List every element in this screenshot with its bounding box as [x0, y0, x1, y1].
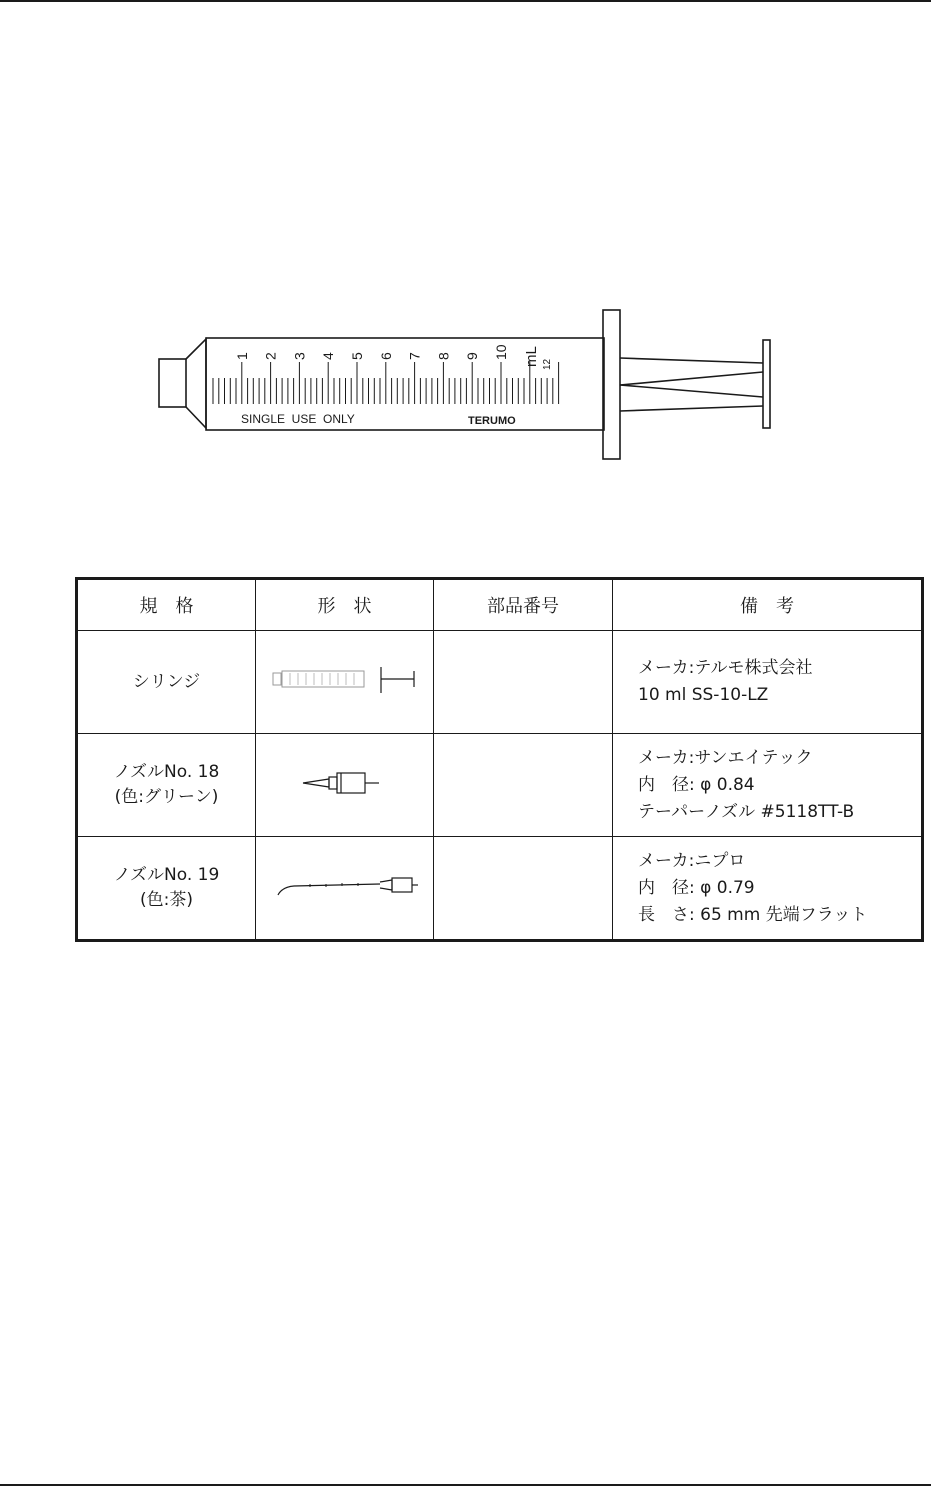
spec-cell	[77, 734, 256, 837]
graduation-number: 7	[406, 352, 423, 360]
graduation-number: 3	[291, 352, 308, 360]
graduation-number: 5	[349, 352, 365, 360]
remarks-line: メーカ:サンエイテック	[638, 747, 813, 768]
syringe-extra-number: 12	[542, 358, 553, 370]
table-header-row	[77, 579, 923, 631]
remarks-cell	[613, 734, 923, 837]
top-rule	[0, 0, 931, 2]
syringe-flange	[603, 310, 620, 459]
graduation-numbers	[234, 344, 509, 360]
remarks-line: 10 ml SS-10-LZ	[638, 685, 769, 705]
graduation-ticks	[213, 362, 559, 404]
part-number-cell	[434, 631, 613, 734]
graduation-number: 10	[493, 344, 509, 360]
part-number-cell	[434, 734, 613, 837]
header-part-number: 部品番号	[434, 579, 613, 631]
spec-line: (色:茶)	[140, 890, 193, 910]
shape-cell	[256, 837, 434, 941]
spec-line: シリンジ	[132, 671, 201, 692]
remarks-line: テーパーノズル #5118TT-B	[638, 801, 855, 822]
syringe-unit-label: mL	[523, 346, 540, 367]
graduation-number: 2	[262, 352, 279, 360]
spec-line: ノズルNo. 18	[113, 762, 220, 782]
graduation-number: 8	[435, 352, 452, 360]
remarks-cell	[613, 631, 923, 734]
remarks-line: 内 径: φ 0.79	[638, 877, 755, 898]
syringe-tip	[159, 359, 186, 407]
remarks-line: 内 径: φ 0.84	[638, 774, 755, 795]
remarks-line: 長 さ: 65 mm 先端フラット	[638, 904, 868, 925]
flat-needle-nozzle-icon	[270, 871, 420, 901]
graduation-number: 4	[320, 352, 337, 360]
bottom-rule	[0, 1484, 931, 1486]
remarks-cell	[613, 837, 923, 941]
syringe-taper	[186, 339, 206, 428]
parts-table	[75, 577, 924, 942]
syringe-brand-label: TERUMO	[468, 415, 516, 427]
header-shape: 形 状	[256, 579, 434, 631]
shape-cell	[256, 734, 434, 837]
part-number-cell	[434, 837, 613, 941]
spec-cell	[77, 837, 256, 941]
shape-cell	[256, 631, 434, 734]
remarks-line: メーカ:ニプロ	[638, 850, 746, 871]
graduation-number: 1	[233, 352, 250, 360]
graduation-number: 9	[464, 352, 481, 360]
table-row	[77, 837, 923, 941]
table-row	[77, 631, 923, 734]
syringe-thumbnail-icon	[270, 665, 420, 695]
plunger-end-plate	[763, 340, 770, 428]
syringe-illustration	[150, 300, 790, 470]
table-row	[77, 734, 923, 837]
header-spec: 規 格	[77, 579, 256, 631]
header-remarks: 備 考	[613, 579, 923, 631]
remarks-line: メーカ:テルモ株式会社	[638, 658, 813, 678]
syringe-single-use-label: SINGLE USE ONLY	[241, 412, 355, 426]
graduation-number: 6	[377, 352, 394, 360]
taper-nozzle-icon	[295, 768, 395, 798]
spec-cell	[77, 631, 256, 734]
spec-line: (色:グリーン)	[114, 787, 219, 807]
spec-line: ノズルNo. 19	[113, 865, 220, 885]
